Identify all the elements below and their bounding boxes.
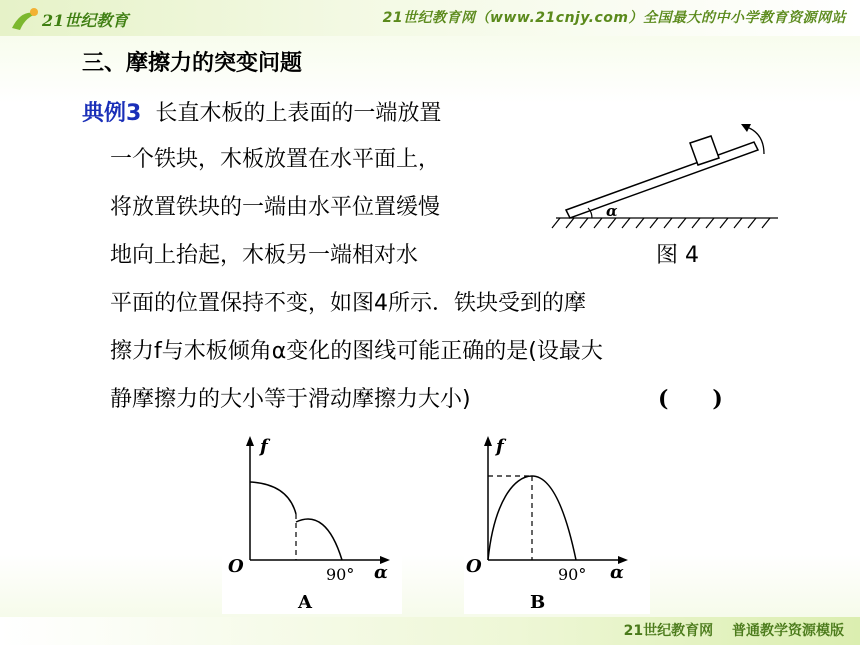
footer-text: 21世纪教育网 普通教学资源模版 <box>623 623 844 639</box>
origin-label: O <box>466 556 482 577</box>
section-title: 三、摩擦力的突变问题 <box>82 51 303 76</box>
example-tag: 典例3 <box>82 101 142 126</box>
problem-line-7: 静摩擦力的大小等于滑动摩擦力大小) <box>110 387 471 412</box>
graph-label: A <box>298 592 312 613</box>
svg-text:21世纪教育: 21世纪教育 <box>42 11 129 30</box>
graph-label: B <box>530 592 546 613</box>
problem-line-3: 将放置铁块的一端由水平位置缓慢 <box>110 195 441 220</box>
x-tick-label: 90° <box>326 565 355 584</box>
figure-caption: 图 4 <box>656 243 699 268</box>
x-axis-label: α <box>374 562 388 583</box>
y-axis-label: f <box>260 436 268 457</box>
problem-line-5: 平面的位置保持不变，如图4所示．铁块受到的摩 <box>110 291 586 316</box>
origin-label: O <box>228 556 244 577</box>
answer-blank: ( ) <box>658 386 723 412</box>
graph-a <box>222 432 402 614</box>
problem-line-1 <box>82 96 441 127</box>
y-axis-label: f <box>496 436 504 457</box>
graph-b <box>464 432 650 614</box>
site-logo-icon <box>8 4 148 34</box>
figure-4-diagram <box>548 112 784 236</box>
x-tick-label: 90° <box>558 565 587 584</box>
problem-line-6: 擦力f与木板倾角α变化的图线可能正确的是(设最大 <box>110 339 603 364</box>
site-title: 21世纪教育网（www.21cnjy.com）全国最大的中小学教育资源网站 <box>382 10 846 26</box>
x-axis-label: α <box>610 562 624 583</box>
problem-line-4: 地向上抬起，木板另一端相对水 <box>110 243 419 268</box>
problem-text-1: 长直木板的上表面的一端放置 <box>155 101 442 126</box>
angle-label: α <box>606 202 618 220</box>
problem-line-2: 一个铁块，木板放置在水平面上， <box>110 147 441 172</box>
